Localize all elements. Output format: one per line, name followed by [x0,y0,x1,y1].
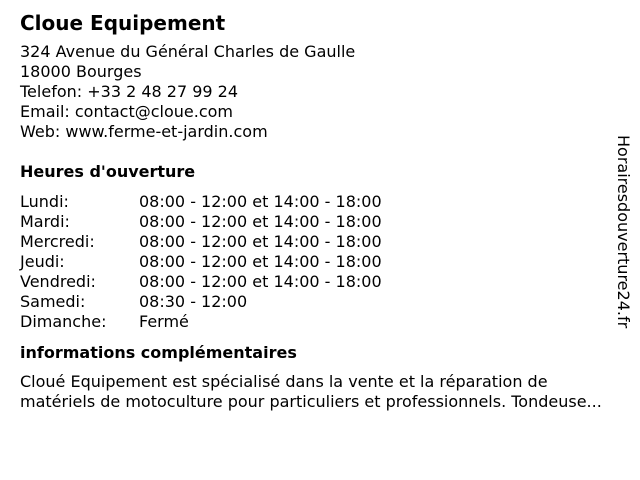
time-value: 08:00 - 12:00 et 14:00 - 18:00 [139,232,382,251]
hours-row-monday [20,192,605,212]
hours-heading: Heures d'ouverture [20,162,196,181]
web-line: Web: www.ferme-et-jardin.com [20,122,268,141]
hours-row-friday [20,272,605,292]
day-label: Mardi: [20,212,70,231]
info-heading: informations complémentaires [20,343,297,362]
business-description: Cloué Equipement est spécialisé dans la vente et la réparation de matériels de motoculture pour particuliers et professionnels. Tondeuse... [20,372,602,411]
day-label: Vendredi: [20,272,96,291]
time-value: 08:30 - 12:00 [139,292,248,311]
hours-table [20,192,605,332]
day-label: Jeudi: [20,252,65,271]
time-value: Fermé [139,312,189,331]
hours-row-thursday [20,252,605,272]
hours-row-sunday [20,312,605,332]
time-value: 08:00 - 12:00 et 14:00 - 18:00 [139,212,382,231]
business-name: Cloue Equipement [20,11,226,35]
site-credit-watermark: Horairesdouverture24.fr [614,135,633,329]
address-line-1: 324 Avenue du Général Charles de Gaulle [20,42,356,61]
hours-row-tuesday [20,212,605,232]
address-line-2: 18000 Bourges [20,62,142,81]
hours-row-wednesday [20,232,605,252]
business-card [20,10,605,412]
time-value: 08:00 - 12:00 et 14:00 - 18:00 [139,252,382,271]
day-label: Dimanche: [20,312,107,331]
day-label: Mercredi: [20,232,95,251]
phone-line: Telefon: +33 2 48 27 99 24 [20,82,239,101]
contact-block [20,42,605,142]
email-line: Email: contact@cloue.com [20,102,234,121]
hours-row-saturday [20,292,605,312]
day-label: Samedi: [20,292,86,311]
time-value: 08:00 - 12:00 et 14:00 - 18:00 [139,192,382,211]
time-value: 08:00 - 12:00 et 14:00 - 18:00 [139,272,382,291]
day-label: Lundi: [20,192,69,211]
